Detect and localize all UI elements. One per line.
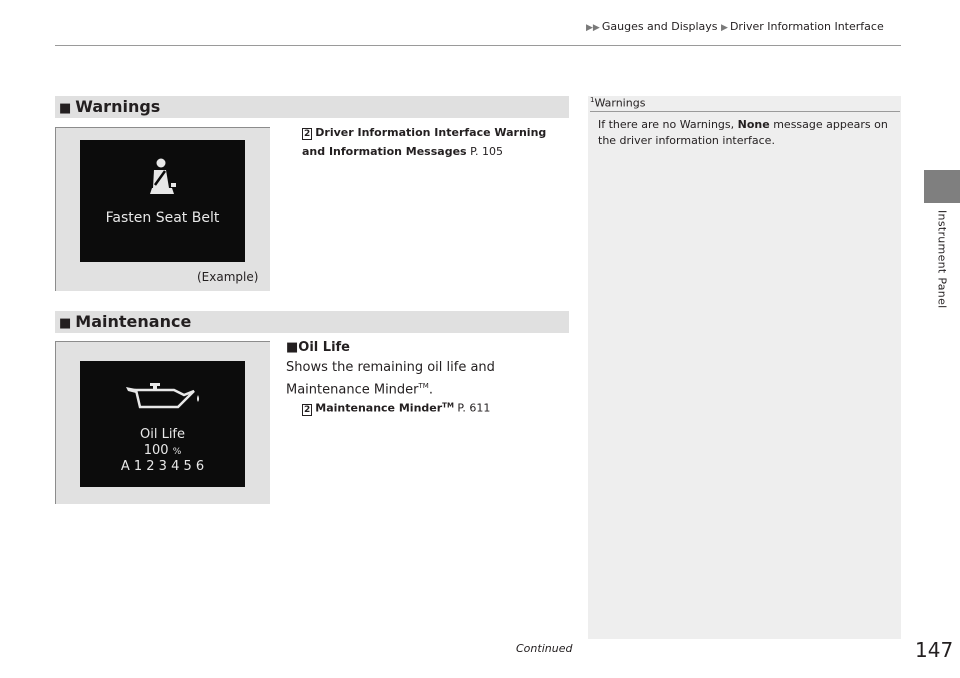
oil-life-subheading-text: Oil Life: [298, 340, 350, 355]
oil-life-display-screen: [80, 361, 245, 487]
notes-panel: [588, 96, 901, 639]
warnings-illustration: [55, 127, 270, 291]
note-text-before: If there are no Warnings,: [598, 118, 738, 131]
oil-life-percent: 100: [143, 443, 169, 458]
xref-title: Maintenance Minder: [315, 401, 443, 415]
breadcrumb-item-driver-info[interactable]: Driver Information Interface: [729, 20, 884, 33]
header-divider: [55, 45, 901, 46]
example-caption: (Example): [197, 270, 259, 284]
oil-can-icon: [124, 381, 204, 413]
triangle-right-icon: ▶: [721, 23, 728, 33]
xref-title: Driver Information Interface Warning and Information Messages: [302, 126, 547, 158]
note-text-bold: None: [737, 118, 770, 131]
note-heading: [590, 96, 645, 110]
chapter-tab-marker: [924, 170, 960, 203]
oil-life-body-text: Shows the remaining oil life and Maintenance Minder: [286, 360, 495, 398]
continued-label: Continued: [516, 642, 573, 655]
warning-screen-text: Fasten Seat Belt: [105, 210, 220, 226]
breadcrumb: [586, 20, 884, 33]
square-bullet-icon: ■: [286, 340, 299, 355]
reference-arrow-icon: 2: [304, 404, 311, 415]
chapter-tab-text: Instrument Panel: [935, 210, 949, 309]
note-divider: [590, 111, 900, 112]
oil-life-body-end: .: [428, 382, 433, 398]
note-text-after: message appears on the driver information interface.: [598, 118, 888, 147]
note-body: [598, 117, 894, 149]
square-bullet-icon: ■: [59, 101, 72, 116]
triangle-right-icon: ▶▶: [586, 23, 600, 33]
oil-life-screen-label: Oil Life: [139, 427, 186, 442]
oil-life-subheading: [286, 340, 350, 355]
warnings-cross-reference[interactable]: [302, 123, 572, 161]
note-number: 1: [590, 96, 595, 104]
trademark-mark: TM: [418, 382, 429, 390]
page-number: 147: [915, 638, 954, 662]
xref-trademark: TM: [442, 401, 454, 409]
maintenance-section-header: [55, 311, 569, 333]
maintenance-illustration: [55, 341, 270, 504]
warning-display-screen: [80, 140, 245, 262]
oil-life-unit: %: [172, 447, 182, 457]
chapter-tab-label: [924, 210, 960, 320]
maintenance-cross-reference[interactable]: [302, 396, 572, 418]
seat-belt-icon: [144, 158, 180, 198]
square-bullet-icon: ■: [59, 316, 72, 331]
reference-arrow-icon: 2: [304, 129, 311, 139]
xref-page: P. 105: [470, 145, 504, 158]
breadcrumb-item-gauges[interactable]: Gauges and Displays: [601, 20, 718, 33]
maintenance-code: A 1 2 3 4 5 6: [120, 459, 205, 474]
note-title: Warnings: [594, 96, 646, 110]
oil-life-screen-value: [80, 443, 245, 458]
warnings-section-header: [55, 96, 569, 118]
oil-life-body: [286, 358, 576, 399]
xref-page: P. 611: [457, 401, 491, 415]
maintenance-title: Maintenance: [75, 312, 192, 331]
warnings-title: Warnings: [75, 97, 161, 116]
